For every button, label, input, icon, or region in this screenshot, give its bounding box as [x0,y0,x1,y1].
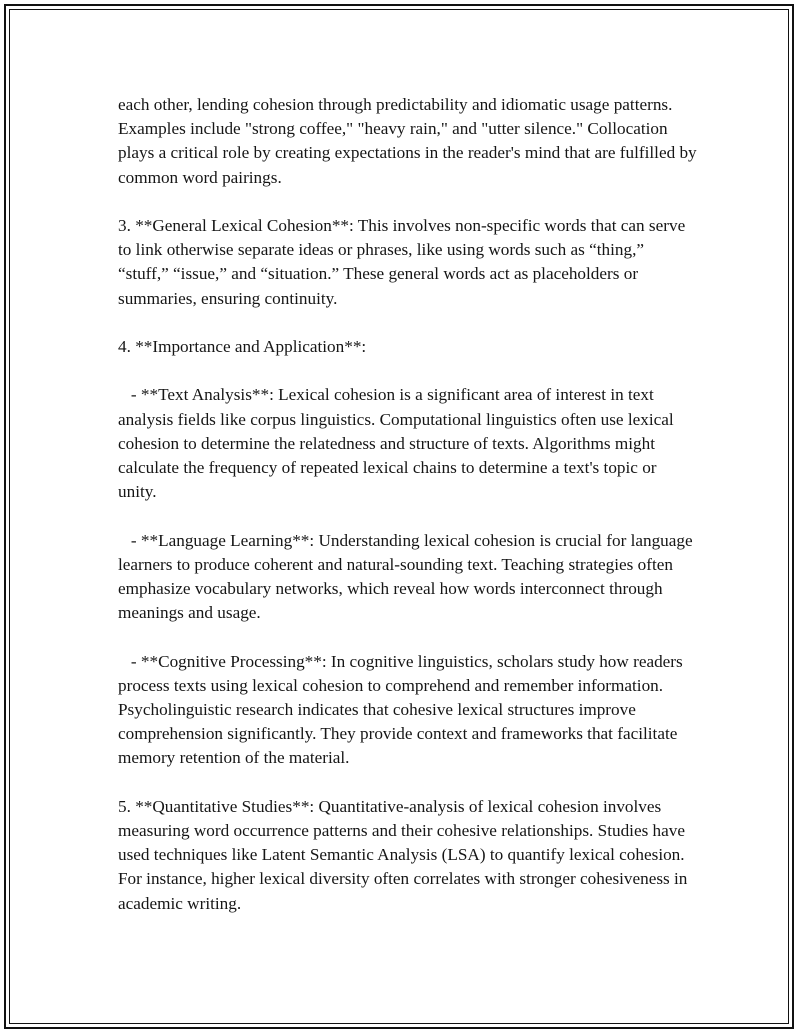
paragraph-language-learning: - **Language Learning**: Understanding lexical cohesion is crucial for language learners to produce coherent and natural-sounding text. Teaching strategies often emphasize vocabulary networks, which reveal how words interconnect through meanings and usage. [118,530,697,623]
paragraph-text-analysis: - **Text Analysis**: Lexical cohesion is a significant area of interest in text analysis fields like corpus linguistics. Computational linguistics often use lexical cohesion to determine the relatedness and structure of texts. Algorithms might calculate the frequency of repeated lexical chains to determine a text's topic or unity. [118,385,678,502]
paragraph-cognitive-processing: - **Cognitive Processing**: In cognitive linguistics, scholars study how readers process texts using lexical cohesion to comprehend and remember information. Psycholinguistic research indicates that cohesive lexical structures improve comprehension significantly. They provide context and frameworks that facilitate memory retention of the material. [118,651,688,768]
paragraph-collocation-continued: each other, lending cohesion through predictability and idiomatic usage patterns. Examples include "strong coffee," "heavy rain," and "utter silence." Collocation plays a critical role by creating expectations in the reader's mind that are fulfilled by common word pairings. [118,95,701,187]
paragraph-general-lexical-cohesion: 3. **General Lexical Cohesion**: This involves non-specific words that can serve to link otherwise separate ideas or phrases, like using words such as “thing,” “stuff,” “issue,” and “situation.” These general words act as placeholders or summaries, ensuring continuity. [118,216,690,308]
paragraph-quantitative-studies: 5. **Quantitative Studies**: Quantitative-analysis of lexical cohesion involves measuring word occurrence patterns and their cohesive relationships. Studies have used techniques like Latent Semantic Analysis (LSA) to quantify lexical cohesion. For instance, higher lexical diversity often correlates with stronger cohesiveness in academic writing. [118,796,692,913]
document-body [118,93,701,916]
heading-importance-and-application: 4. **Importance and Application**: [118,337,367,356]
